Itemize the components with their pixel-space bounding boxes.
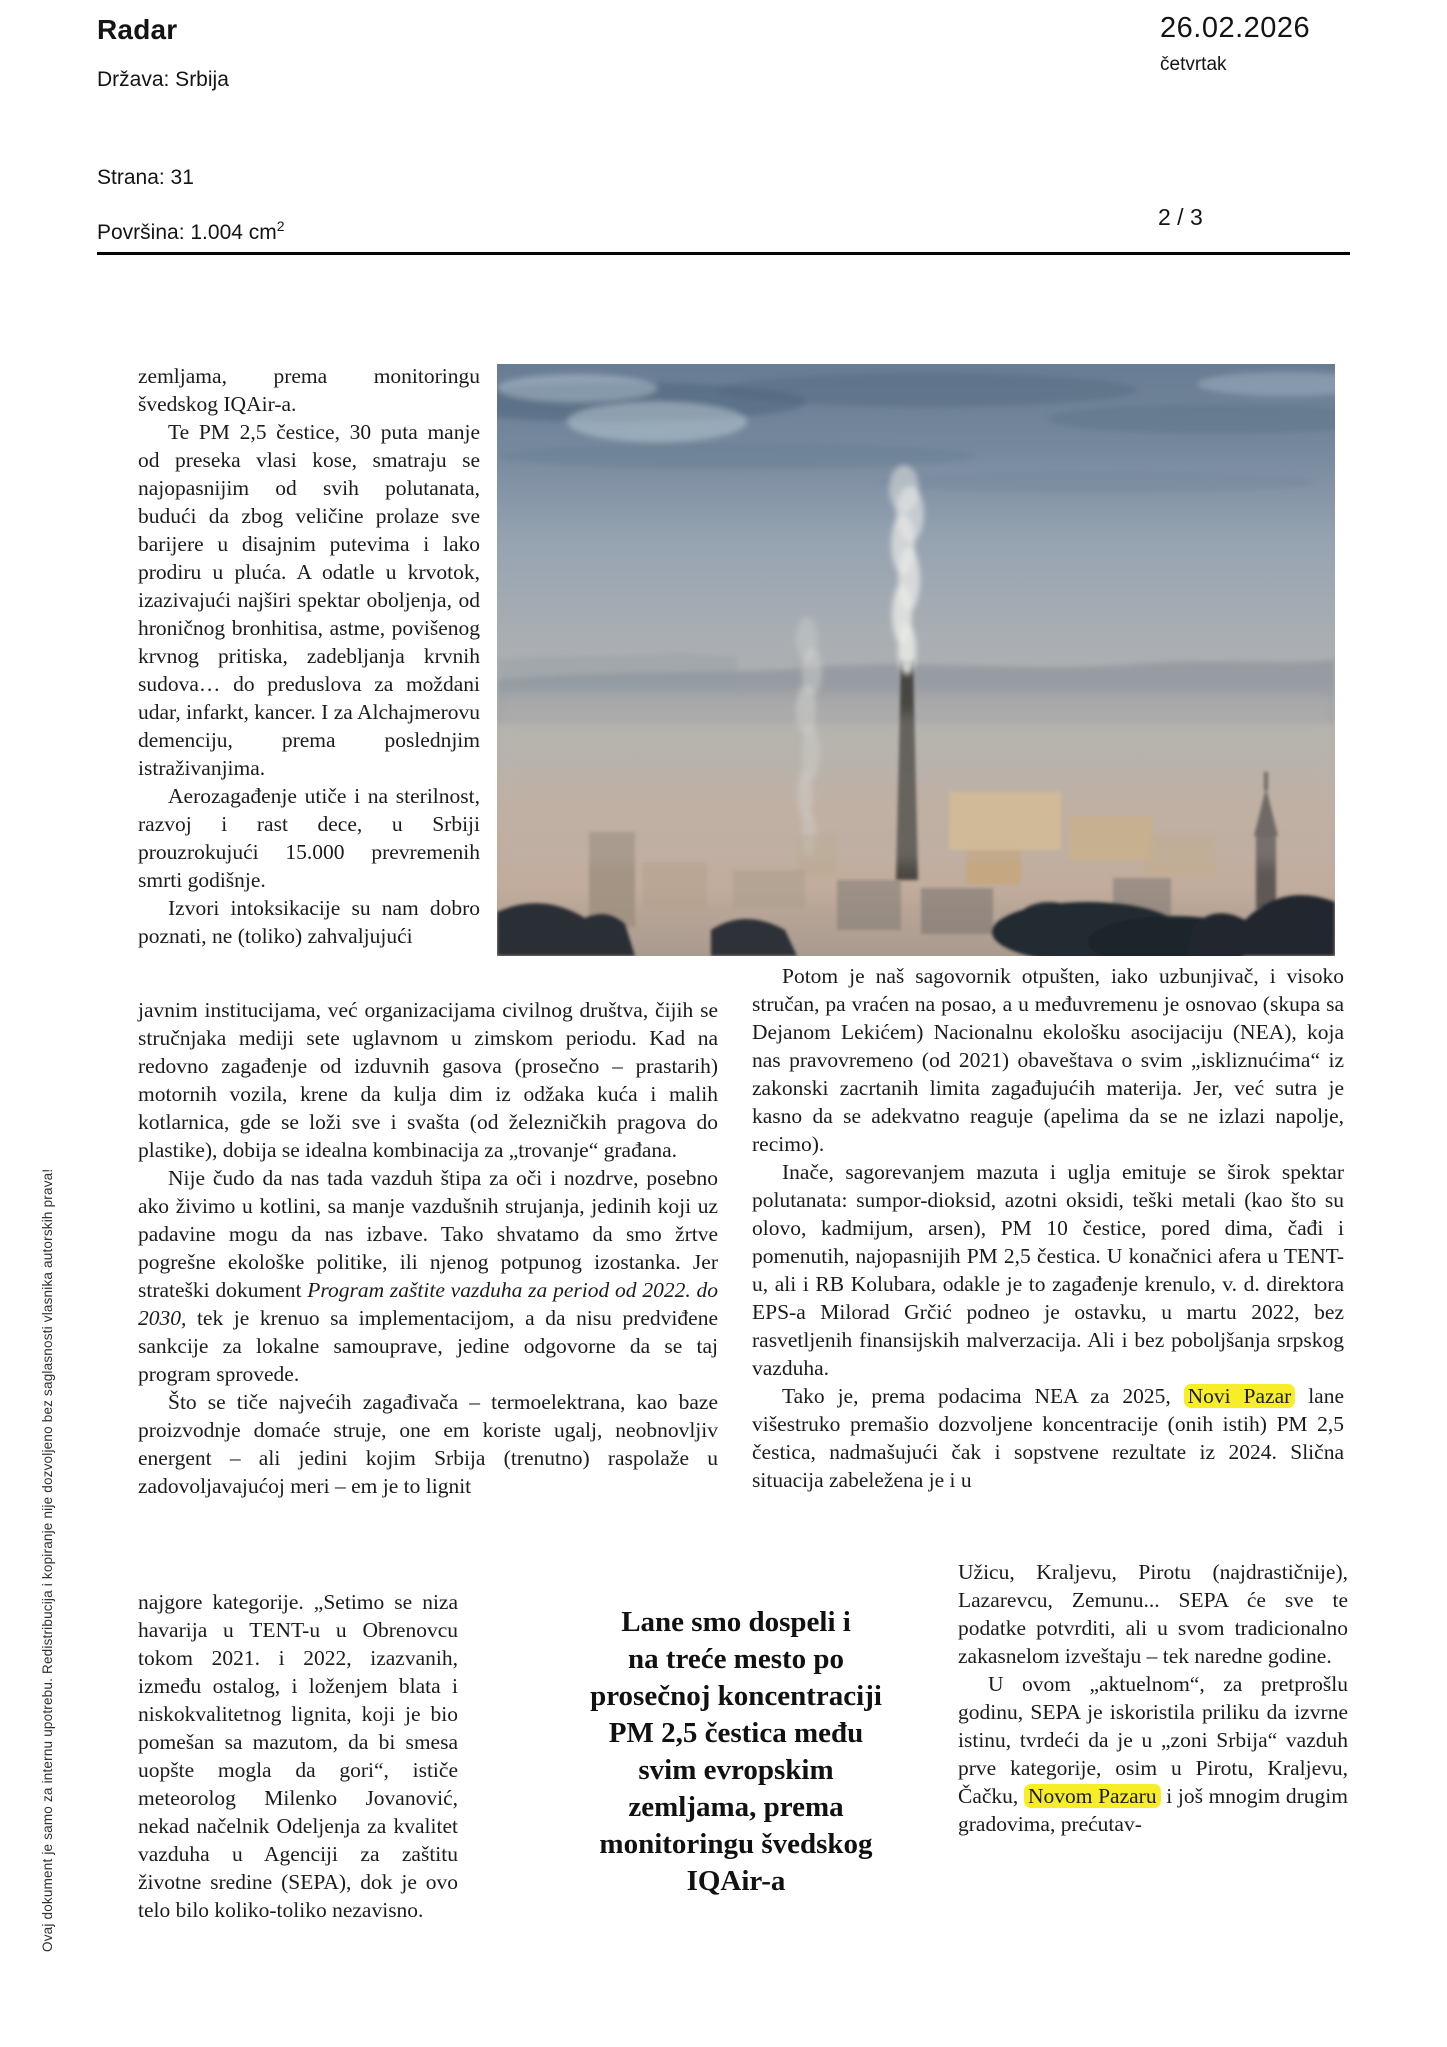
date-block bbox=[1160, 12, 1310, 76]
pull-quote: Lane smo dospeli i na treće mesto po prosečnoj koncentraciji PM 2,5 čestica među svim evropskim zemljama, prema monitoringu švedskog IQAir-a bbox=[590, 1606, 882, 1897]
page-number-label: Strana: 31 bbox=[97, 166, 194, 189]
smog-over-city-photo bbox=[497, 364, 1335, 956]
area-superscript: 2 bbox=[276, 218, 285, 234]
header-divider bbox=[97, 252, 1350, 255]
source-name: Radar bbox=[97, 14, 178, 45]
photo-haze-overlay bbox=[497, 714, 1335, 864]
article-column-left-middle: javnim institucijama, već organizacijama civilnog društva, čijih se stručnjaka mediji sete uglavnom u zimskom periodu. Kad na redovno zagađenje od izduvnih gasova (prosečno – prastarih) motornih vozila, krene da kulja dim iz odžaka kuća i malih kotlarnica, gde se loži sve i svašta (od železničkih pragova do plastike), dobija se idealna kombinacija za „trovanje“ građana. Nije čudo da nas tada vazduh štipa za oči i nozdrve, posebno ako živimo u kotlini, sa manje vazdušnih strujanja, jedinih koji uz padavine mogu da nas izbave. Tako shvatamo da smo žrtve pogrešne ekološke politike, ili njenog potpunog izostanka. Jer strateški dokument Program zaštite vazduha za period od 2022. do 2030, tek je krenuo sa implementacijom, a da nisu predviđene sankcije za lokalne samouprave, jedine odgovorne da se taj program sprovede. Što se tiče najvećih zagađivača – termoelektrana, kao baze proizvodnje domaće struje, one em koriste ugalj, neobnovljiv energent – ali jedini kojim Srbija (trenutno) raspolaže u zadovoljavajućoj meri – em je to lignit bbox=[138, 998, 719, 1498]
area-value: Površina: 1.004 cm bbox=[97, 221, 277, 244]
area-label bbox=[97, 218, 285, 245]
pagination-indicator: 2 / 3 bbox=[1158, 204, 1203, 230]
smog-photo-graphic bbox=[497, 364, 1335, 956]
article-column-right-top: Potom je naš sagovornik otpušten, iako uzbunjivač, i visoko stručan, pa vraćen na posao, a u međuvremenu je osnovao (skupa sa Dejanom Lekićem) Nacionalnu ekološku asocijaciju (NEA), koja nas pravovremeno (od 2021) obaveštava o svim „iskliznućima“ iz zakonski zacrtanih limita zagađujućih materija. Jer, već sutra je kasno da se adekvatno reaguje (apelima da se ne izlazi napolje, recimo). Inače, sagorevanjem mazuta i uglja emituje se širok spektar polutanata: sumpor-dioksid, azotni oksidi, teški metali (kao što su olovo, kadmijum, arsen), PM 10 čestice, pored dima, čađi i pomenutih, najopasnijih PM 2,5 čestica. U konačnici afera u TENT-u, ali i RB Kolubara, odakle je to zagađenje krenulo, v. d. direktora EPS-a Milorad Grčić podneo je ostavku, u martu 2022, bez rasvetljenih finansijskih malverzacija. Ali i bez poboljšanja srpskog vazduha. Tako je, prema podacima NEA za 2025, Novi Pazar lane višestruko premašio dozvoljene koncentracije (onih istih) PM 2,5 čestica, nadmašujući čak i sopstvene rezultate iz 2024. Slična situacija zabeležena je i u bbox=[752, 964, 1345, 1492]
article-column-left-bottom: najgore kategorije. „Setimo se niza havarija u TENT-u u Obrenovcu tokom 2021. i 2022, izazvanih, između ostalog, i loženjem blata i niskokvalitetnog lignita, koji je bio pomešan sa mazutom, da bi smesa uopšte mogla da gori“, ističe meteorolog Milenko Jovanović, nekad načelnik Odeljenja za kvalitet vazduha u Agenciji za zaštitu životne sredine (SEPA), dok je ovo telo bilo koliko-toliko nezavisno. bbox=[138, 1590, 458, 1922]
date: 26.02.2026 bbox=[1160, 12, 1311, 44]
article-column-left-top: zemljama, prema monitoringu švedskog IQAir-a. Te PM 2,5 čestice, 30 puta manje od preseka vlasi kose, smatraju se najopasnijim od svih polutanata, budući da zbog veličine prolaze sve barijere u disajnim putevima i lako prodiru u pluća. A odatle u krvotok, izazivajući najširi spektar oboljenja, od hroničnog bronhitisa, astme, povišenog krvnog pritiska, zadebljanja krvnih sudova… do preduslova za moždani udar, infarkt, kancer. I za Alchajmerovu demenciju, prema poslednjim istraživanjima. Aerozagađenje utiče i na sterilnost, razvoj i rast dece, u Srbiji prouzrokujući 15.000 prevremenih smrti godišnje. Izvori intoksikacije su nam dobro poznati, ne (toliko) zahvaljujući bbox=[138, 364, 480, 948]
copyright-watermark: Ovaj dokument je samo za internu upotrebu. Redistribucija i kopiranje nije dozvoljeno bez saglasnosti vlasnika autorskih prava! bbox=[40, 1168, 55, 1952]
weekday: četvrtak bbox=[1160, 54, 1227, 75]
country-label: Država: Srbija bbox=[97, 68, 229, 91]
article-column-right-bottom: Užicu, Kraljevu, Pirotu (najdrastičnije), Lazarevcu, Zemunu... SEPA će sve te podatke potvrditi, ali u svom tradicionalno zakasnelom izveštaju – tek naredne godine. U ovom „aktuelnom“, za pretprošlu godinu, SEPA je iskoristila priliku da izvrne istinu, tvrdeći da je u „zoni Srbija“ vazduh prve kategorije, osim u Pirotu, Kraljevu, Čačku, Novom Pazaru i još mnogim drugim gradovima, prećutav- bbox=[958, 1560, 1348, 1836]
